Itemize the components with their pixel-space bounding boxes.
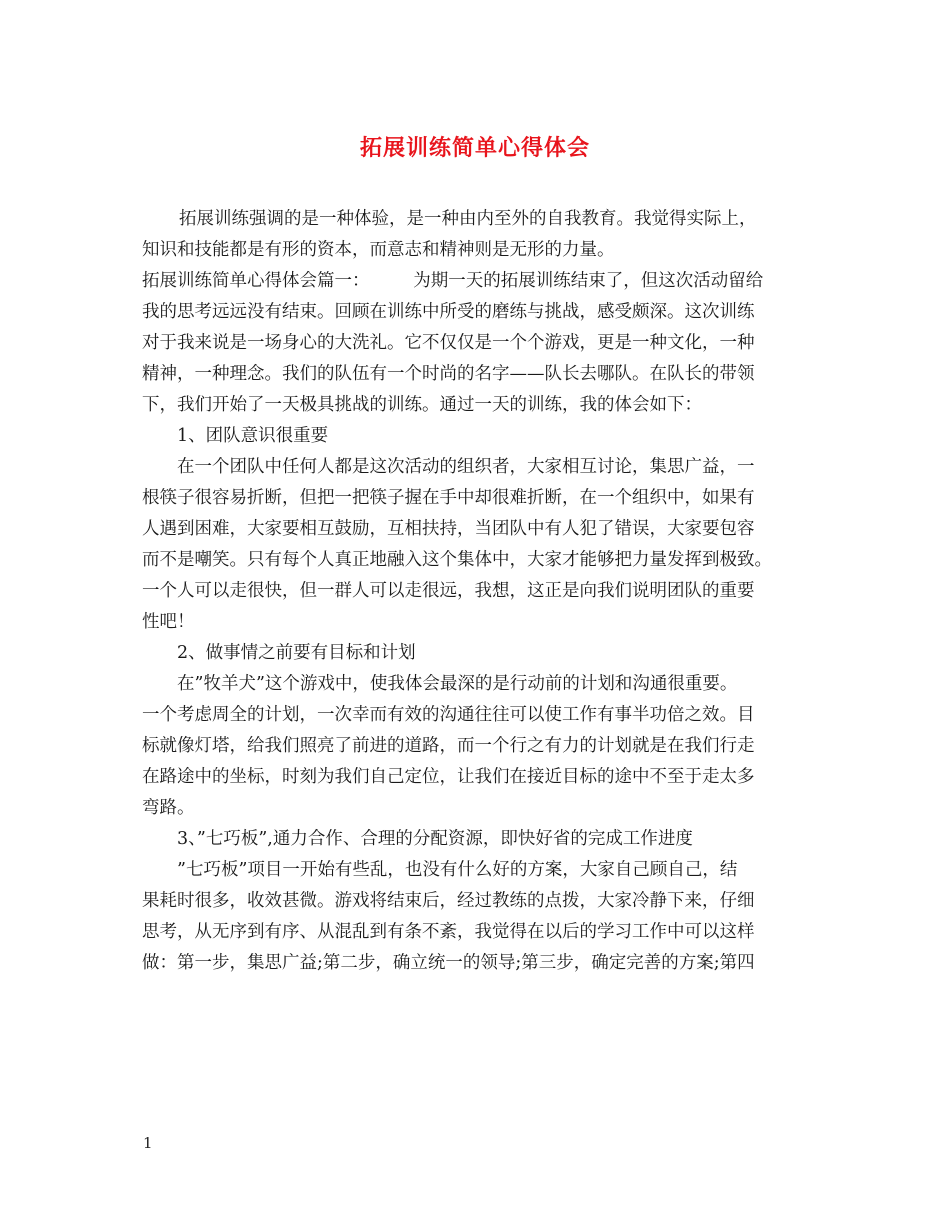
text-line: 对于我来说是一场身心的大洗礼。它不仅仅是一个个游戏，更是一种文化，一种 [142, 333, 755, 353]
text-line: 我的思考远远没有结束。回顾在训练中所受的磨练与挑战，感受颇深。这次训练 [142, 302, 755, 322]
text-line: 在路途中的坐标，时刻为我们自己定位，让我们在接近目标的途中不至于走太多 [142, 767, 755, 787]
text-line: 弯路。 [142, 798, 195, 818]
text-line: 果耗时很多，收效甚微。游戏将结束后，经过教练的点拨，大家冷静下来，仔细 [142, 891, 755, 911]
text-line: 下，我们开始了一天极具挑战的训练。通过一天的训练，我的体会如下： [142, 395, 702, 415]
text-line: 在”牧羊犬”这个游戏中，使我体会最深的是行动前的计划和沟通很重要。 [177, 674, 738, 694]
text-line: 标就像灯塔，给我们照亮了前进的道路，而一个行之有力的计划就是在我们行走 [142, 736, 755, 756]
page-number: 1 [143, 1134, 153, 1152]
section-heading: 2、做事情之前要有目标和计划 [177, 643, 416, 663]
document-title: 拓展训练简单心得体会 [359, 136, 590, 161]
text-line: 精神，一种理念。我们的队伍有一个时尚的名字——队长去哪队。在队长的带领 [142, 364, 755, 384]
text-line: 思考，从无序到有序、从混乱到有条不紊，我觉得在以后的学习工作中可以这样 [142, 922, 755, 942]
text-line: 拓展训练简单心得体会篇一： 为期一天的拓展训练结束了，但这次活动留给 [142, 271, 764, 291]
section-heading: 1、团队意识很重要 [177, 426, 329, 446]
text-line: 根筷子很容易折断，但把一把筷子握在手中却很难折断，在一个组织中，如果有 [142, 488, 755, 508]
text-line: 在一个团队中任何人都是这次活动的组织者，大家相互讨论，集思广益，一 [177, 457, 755, 477]
document-body [142, 204, 812, 979]
text-line: 一个人可以走很快，但一群人可以走很远，我想，这正是向我们说明团队的重要 [142, 581, 755, 601]
text-line: ”七巧板”项目一开始有些乱，也没有什么好的方案，大家自己顾自己，结 [177, 860, 738, 880]
text-line: 一个考虑周全的计划，一次幸而有效的沟通往往可以使工作有事半功倍之效。目 [142, 705, 755, 725]
text-line: 拓展训练强调的是一种体验，是一种由内至外的自我教育。我觉得实际上， [179, 209, 757, 229]
text-line: 人遇到困难，大家要相互鼓励，互相扶持，当团队中有人犯了错误，大家要包容 [142, 519, 755, 539]
section-heading: 3、”七巧板”,通力合作、合理的分配资源，即快好省的完成工作进度 [177, 829, 693, 849]
text-line: 性吧！ [142, 612, 195, 632]
text-line: 知识和技能都是有形的资本，而意志和精神则是无形的力量。 [142, 240, 615, 260]
text-line: 而不是嘲笑。只有每个人真正地融入这个集体中，大家才能够把力量发挥到极致。 [142, 550, 772, 570]
text-line: 做：第一步，集思广益;第二步，确立统一的领导;第三步，确定完善的方案;第四 [142, 953, 755, 973]
